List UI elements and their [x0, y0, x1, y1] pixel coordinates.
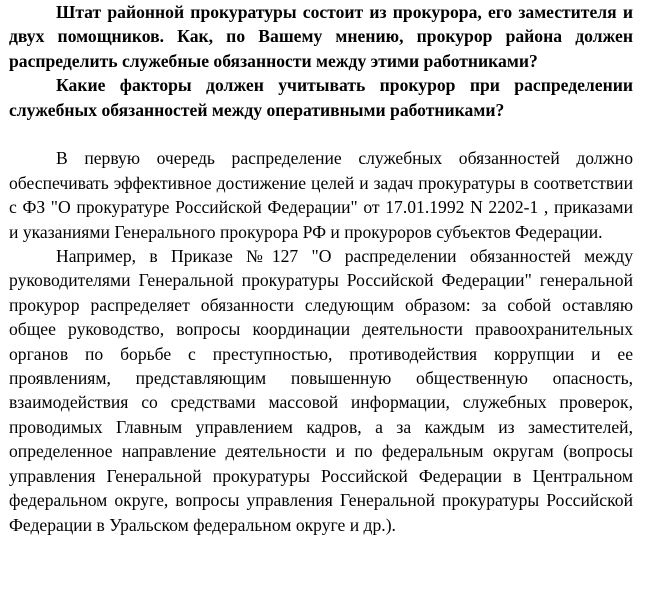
- question-1: Штат районной прокуратуры состоит из прокурора, его заместителя и двух помощников. Как, по Вашему мнению, прокурор района должен распределить служебные обязанности между этими работниками?: [9, 2, 633, 71]
- blank-line: [9, 122, 633, 146]
- question-2: Какие факторы должен учитывать прокурор при распределении служебных обязанностей между оперативными работниками?: [9, 75, 633, 120]
- answer-paragraph-2: Например, в Приказе №127 "О распределении обязанностей между руководителями Генеральной прокуратуры Российской Федерации" генеральной прокурор распределяет обязанности следующим образом: за собой оставляю общее руководство, вопросы координации деятельности правоохранительных органов по борьбе с преступностью, противодействия коррупции и ее проявлениям, представляющим повышенную общественную опасность, взаимодействия со средствами массовой информации, служебных проверок, проводимых Главным управлением кадров, а за каждым из заместителей, определенное направление деятельности и по федеральным округам (вопросы управления Генеральной прокуратуры Российской Федерации в Центральном федеральном округе, вопросы управления Генеральной прокуратуры Российской Федерации в Уральском федеральном округе и др.).: [9, 246, 633, 535]
- answer-paragraph-1: В первую очередь распределение служебных обязанностей должно обеспечивать эффективное достижение целей и задач прокуратуры в соответствии с ФЗ "О прокуратуре Российской Федерации" от 17.01.1992 N 2202-1 , приказами и указаниями Генерального прокурора РФ и прокуроров субъектов Федерации.: [9, 148, 633, 242]
- document-page: [9, 0, 633, 537]
